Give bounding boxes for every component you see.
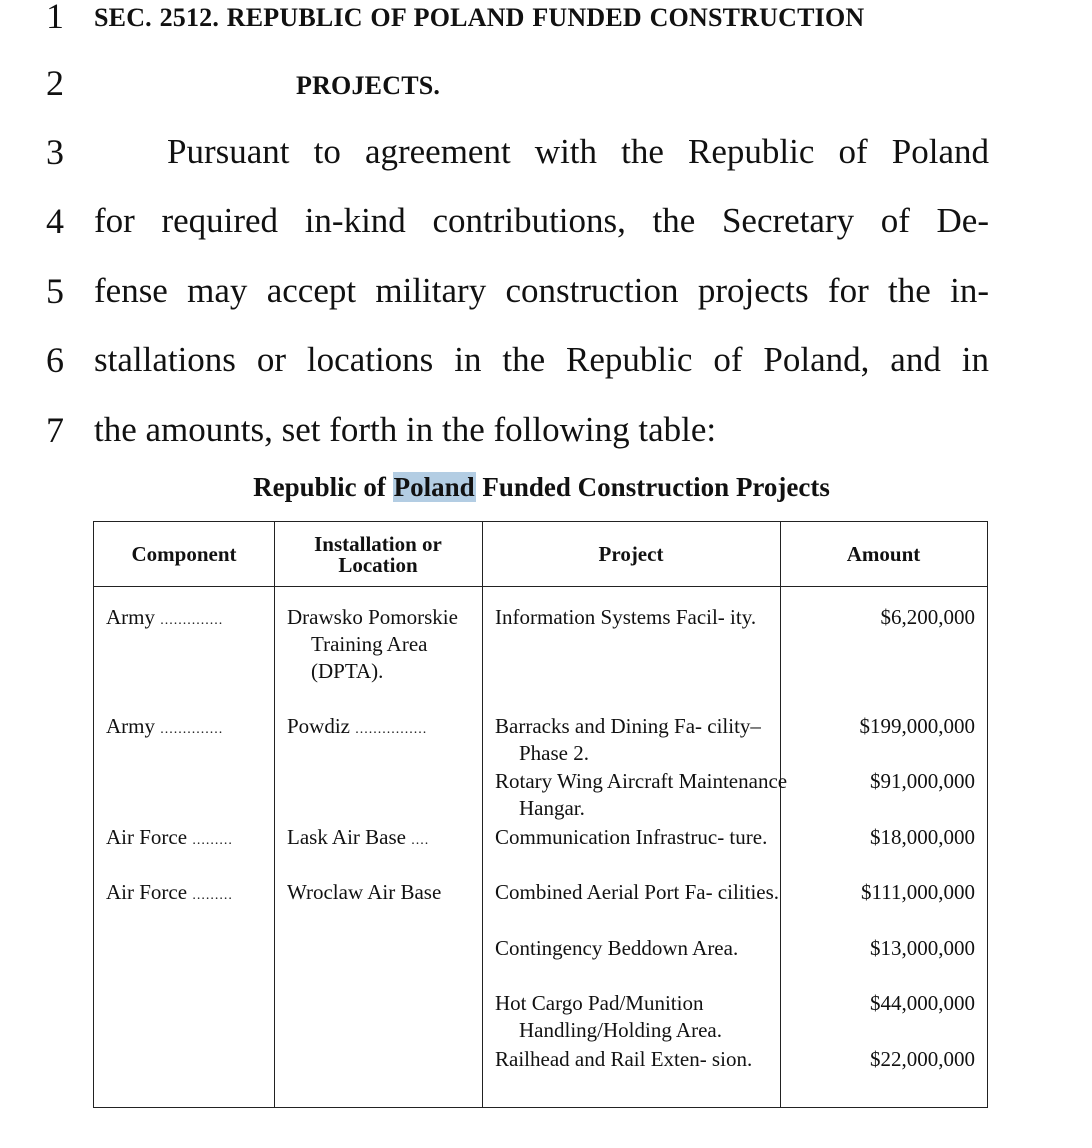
- leader-dots: ..............: [160, 722, 224, 737]
- cell-component: [106, 879, 266, 909]
- line-number: 3: [46, 132, 64, 172]
- header-component: Component: [131, 542, 237, 566]
- table-title-start: Republic of: [253, 472, 386, 502]
- section-heading-continued: PROJECTS.: [296, 71, 441, 100]
- leader-dots: ....: [411, 833, 430, 848]
- cell-component: [106, 713, 266, 743]
- header-amount: Amount: [846, 542, 921, 566]
- header-divider: [94, 586, 987, 587]
- leader-dots: ..............: [160, 613, 224, 628]
- cell-project: Contingency Beddown Area.: [495, 936, 739, 960]
- cell-installation: [287, 713, 477, 743]
- header-installation-line2: Location: [338, 553, 418, 577]
- text-line-2: [0, 63, 1092, 123]
- cell-project: Communication Infrastruc- ture.: [495, 825, 768, 849]
- component-text: Air Force: [106, 825, 188, 849]
- cell-amount: $13,000,000: [870, 936, 975, 960]
- line-number: 5: [46, 271, 64, 311]
- body-text: for required in-kind contributions, the Secretary of De-: [94, 201, 989, 240]
- cell-project: Rotary Wing Aircraft Maintenance Hangar.: [495, 769, 788, 820]
- line-number: 1: [46, 0, 64, 36]
- header-project: Project: [598, 542, 664, 566]
- projects-table: [93, 521, 988, 1108]
- installation-text: Lask Air Base: [287, 825, 406, 849]
- highlighted-selection[interactable]: Poland: [393, 472, 475, 502]
- installation-text: Powdiz: [287, 714, 350, 738]
- table-title-end: Funded Construction Projects: [482, 472, 830, 502]
- column-divider: [482, 522, 483, 1107]
- leader-dots: .........: [192, 888, 233, 903]
- section-heading: SEC. 2512. REPUBLIC OF POLAND FUNDED CONSTRUCTION: [94, 3, 865, 32]
- cell-amount: $199,000,000: [859, 714, 975, 738]
- component-text: Air Force: [106, 880, 188, 904]
- cell-project: Combined Aerial Port Fa- cilities.: [495, 880, 780, 904]
- line-number: 6: [46, 340, 64, 380]
- cell-amount: $91,000,000: [870, 769, 975, 793]
- cell-amount: $18,000,000: [870, 825, 975, 849]
- text-line-3: [0, 132, 1092, 192]
- cell-component: [106, 604, 266, 634]
- body-text: the amounts, set forth in the following table:: [94, 410, 717, 449]
- cell-component: [106, 824, 266, 854]
- cell-installation: [287, 824, 477, 854]
- cell-project: Information Systems Facil- ity.: [495, 605, 757, 629]
- text-line-6: [0, 340, 1092, 400]
- line-number: 2: [46, 63, 64, 103]
- cell-amount: $44,000,000: [870, 991, 975, 1015]
- text-line-4: [0, 201, 1092, 261]
- cell-project: Hot Cargo Pad/Munition Handling/Holding Area.: [495, 991, 722, 1042]
- body-text: fense may accept military construction projects for the in-: [94, 271, 989, 310]
- component-text: Army: [106, 714, 155, 738]
- cell-project: Railhead and Rail Exten- sion.: [495, 1047, 753, 1071]
- table-title: [94, 469, 989, 505]
- header-installation: [274, 534, 482, 576]
- leader-dots: .........: [192, 833, 233, 848]
- text-line-5: [0, 271, 1092, 331]
- body-text: Pursuant to agreement with the Republic of Poland: [167, 132, 989, 171]
- cell-amount: $22,000,000: [870, 1047, 975, 1071]
- component-text: Army: [106, 605, 155, 629]
- leader-dots: ................: [355, 722, 428, 737]
- line-number: 7: [46, 410, 64, 450]
- text-line-1: [0, 0, 1092, 56]
- header-installation-line1: Installation or: [314, 532, 442, 556]
- body-text: stallations or locations in the Republic of Poland, and in: [94, 340, 989, 379]
- column-divider: [274, 522, 275, 1107]
- text-line-7: [0, 410, 1092, 470]
- cell-amount: $111,000,000: [861, 880, 975, 904]
- cell-installation: Wroclaw Air Base: [287, 880, 442, 904]
- line-number: 4: [46, 201, 64, 241]
- cell-amount: $6,200,000: [880, 605, 975, 629]
- cell-project: Barracks and Dining Fa- cility–Phase 2.: [495, 714, 761, 765]
- cell-installation: Drawsko Pomorskie Training Area (DPTA).: [287, 605, 458, 683]
